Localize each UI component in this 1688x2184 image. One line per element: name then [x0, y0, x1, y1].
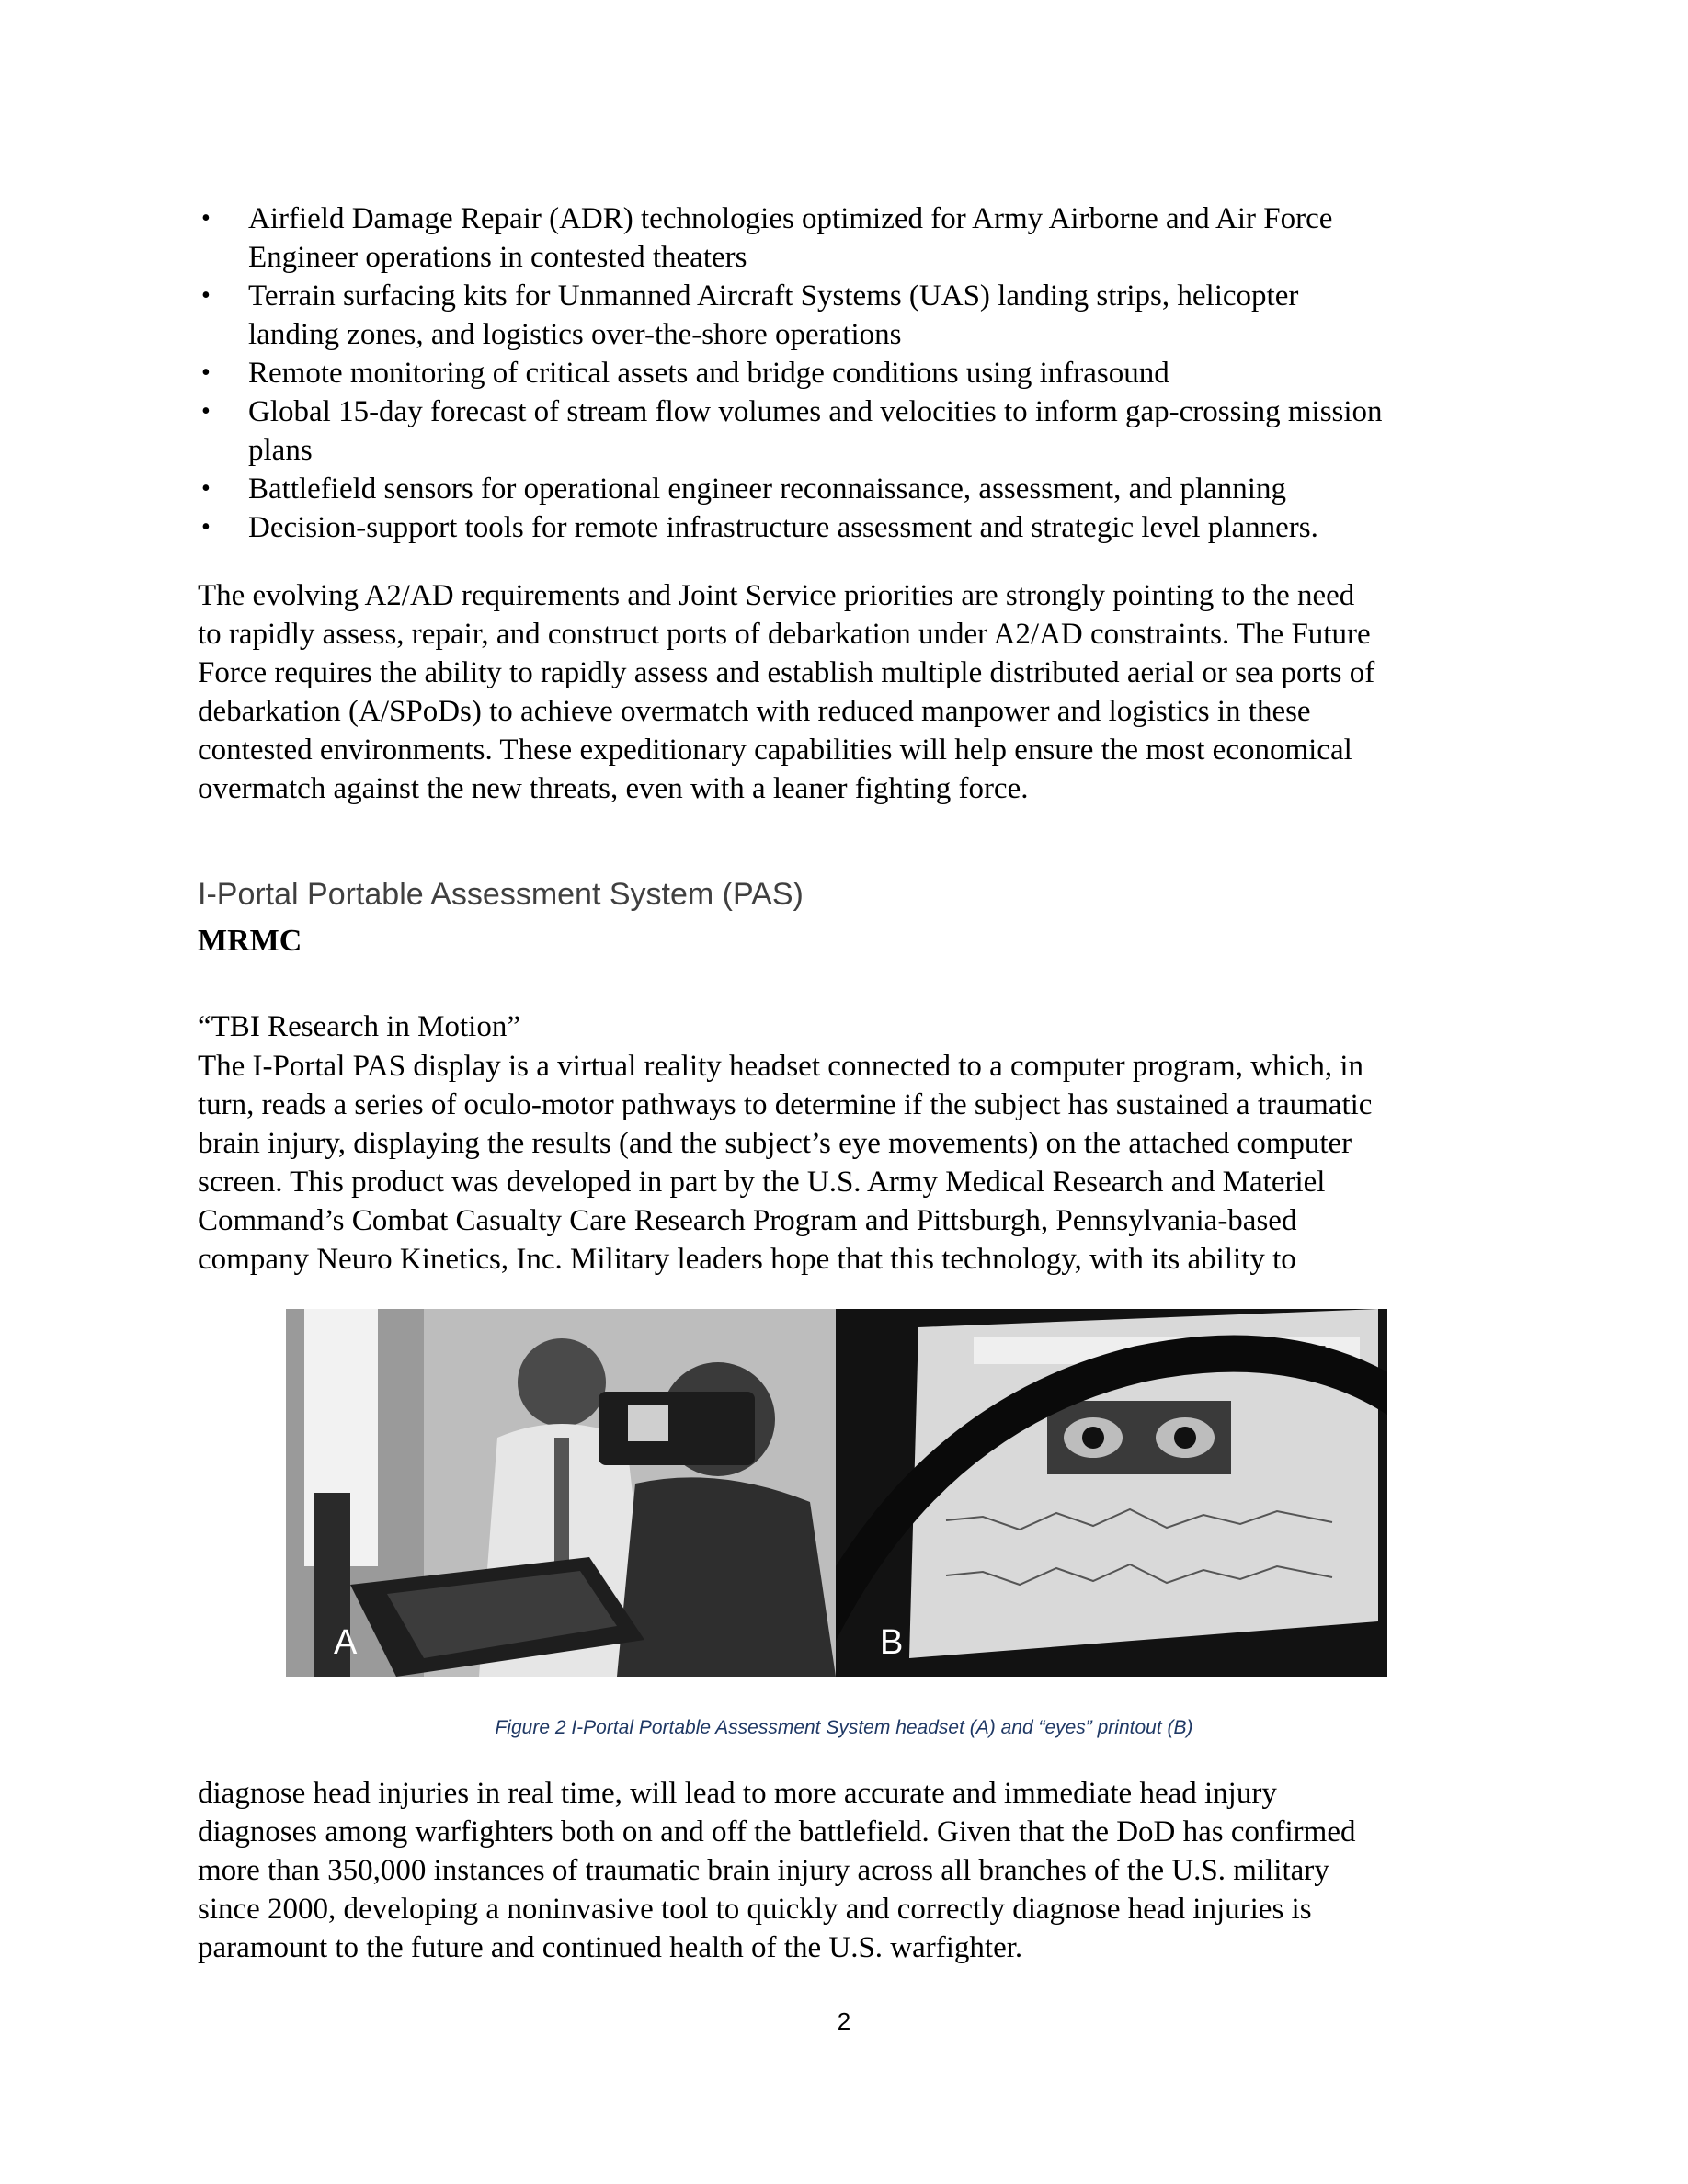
photo-eyes-printout-panel — [836, 1309, 1387, 1677]
bullet-item — [198, 354, 1503, 392]
a2ad-paragraph — [198, 576, 1503, 808]
bullet-icon: • — [201, 358, 211, 387]
paragraph-line: screen. This product was developed in part by the U.S. Army Medical Research and Materiel — [198, 1166, 1326, 1199]
bullet-line: Global 15-day forecast of stream flow volumes and velocities to inform gap-crossing mission — [248, 395, 1383, 428]
paragraph-line: company Neuro Kinetics, Inc. Military leaders hope that this technology, with its ability to — [198, 1243, 1296, 1276]
paragraph-line: contested environments. These expeditionary capabilities will help ensure the most economical — [198, 734, 1352, 767]
paragraph-line: paramount to the future and continued health of the U.S. warfighter. — [198, 1931, 1023, 1964]
bullet-icon: • — [201, 397, 211, 426]
paragraph-line: The evolving A2/AD requirements and Joint Service priorities are strongly pointing to the need — [198, 579, 1355, 612]
organization-label: MRMC — [198, 924, 302, 958]
bullet-item — [198, 508, 1503, 547]
bullet-icon: • — [201, 204, 211, 233]
bullet-item — [198, 392, 1503, 470]
paragraph-line: turn, reads a series of oculo-motor pathways to determine if the subject has sustained a traumatic — [198, 1088, 1373, 1121]
capabilities-bullet-list — [198, 199, 1503, 547]
paragraph-line: debarkation (A/SPoDs) to achieve overmatch with reduced manpower and logistics in these — [198, 695, 1311, 728]
bullet-line: Airfield Damage Repair (ADR) technologies optimized for Army Airborne and Air Force — [248, 202, 1333, 235]
paragraph-line: to rapidly assess, repair, and construct ports of debarkation under A2/AD constraints. The Future — [198, 618, 1371, 651]
paragraph-line: more than 350,000 instances of traumatic brain injury across all branches of the U.S. military — [198, 1854, 1329, 1887]
paragraph-line: diagnose head injuries in real time, will lead to more accurate and immediate head injury — [198, 1777, 1277, 1810]
section-heading: I-Portal Portable Assessment System (PAS) — [198, 877, 804, 912]
headset-photo-illustration — [286, 1309, 836, 1677]
bullet-line: Decision-support tools for remote infrastructure assessment and strategic level planners. — [248, 511, 1318, 544]
page-number: 2 — [837, 2008, 851, 2035]
paragraph-line: overmatch against the new threats, even with a leaner fighting force. — [198, 772, 1029, 805]
bullet-line: Engineer operations in contested theaters — [248, 241, 747, 274]
figure-caption: Figure 2 I-Portal Portable Assessment System headset (A) and “eyes” printout (B) — [495, 1717, 1193, 1738]
monitor-screen-illustration — [836, 1309, 1387, 1677]
photo-headset-panel — [286, 1309, 836, 1677]
paragraph-line: diagnoses among warfighters both on and off the battlefield. Given that the DoD has confirmed — [198, 1815, 1356, 1848]
bullet-line: plans — [248, 434, 313, 467]
bullet-line: Battlefield sensors for operational engineer reconnaissance, assessment, and planning — [248, 472, 1286, 506]
bullet-item — [198, 470, 1503, 508]
paragraph-line: Force requires the ability to rapidly assess and establish multiple distributed aerial or sea ports of — [198, 656, 1375, 689]
iportal-description-paragraph — [198, 1047, 1503, 1279]
bullet-line: Terrain surfacing kits for Unmanned Aircraft Systems (UAS) landing strips, helicopter — [248, 279, 1299, 313]
bullet-line: Remote monitoring of critical assets and bridge conditions using infrasound — [248, 357, 1169, 390]
bullet-icon: • — [201, 513, 211, 541]
tagline-quote: “TBI Research in Motion” — [198, 1010, 520, 1043]
paragraph-line: Command’s Combat Casualty Care Research Program and Pittsburgh, Pennsylvania-based — [198, 1204, 1297, 1237]
bullet-icon: • — [201, 474, 211, 503]
paragraph-line: The I-Portal PAS display is a virtual reality headset connected to a computer program, which, in — [198, 1050, 1364, 1083]
bullet-item — [198, 199, 1503, 277]
paragraph-line: brain injury, displaying the results (and the subject’s eye movements) on the attached computer — [198, 1127, 1352, 1160]
bullet-icon: • — [201, 281, 211, 310]
tbi-diagnosis-paragraph — [198, 1774, 1503, 1967]
panel-a-label: A — [334, 1623, 358, 1662]
panel-b-label: B — [880, 1623, 904, 1662]
bullet-item — [198, 277, 1503, 354]
screen-title: I-Portal® 5 — [1213, 1340, 1328, 1368]
paragraph-line: since 2000, developing a noninvasive tool to quickly and correctly diagnose head injuries is — [198, 1893, 1312, 1926]
bullet-line: landing zones, and logistics over-the-shore operations — [248, 318, 902, 351]
figure-2-photos — [286, 1309, 1387, 1677]
